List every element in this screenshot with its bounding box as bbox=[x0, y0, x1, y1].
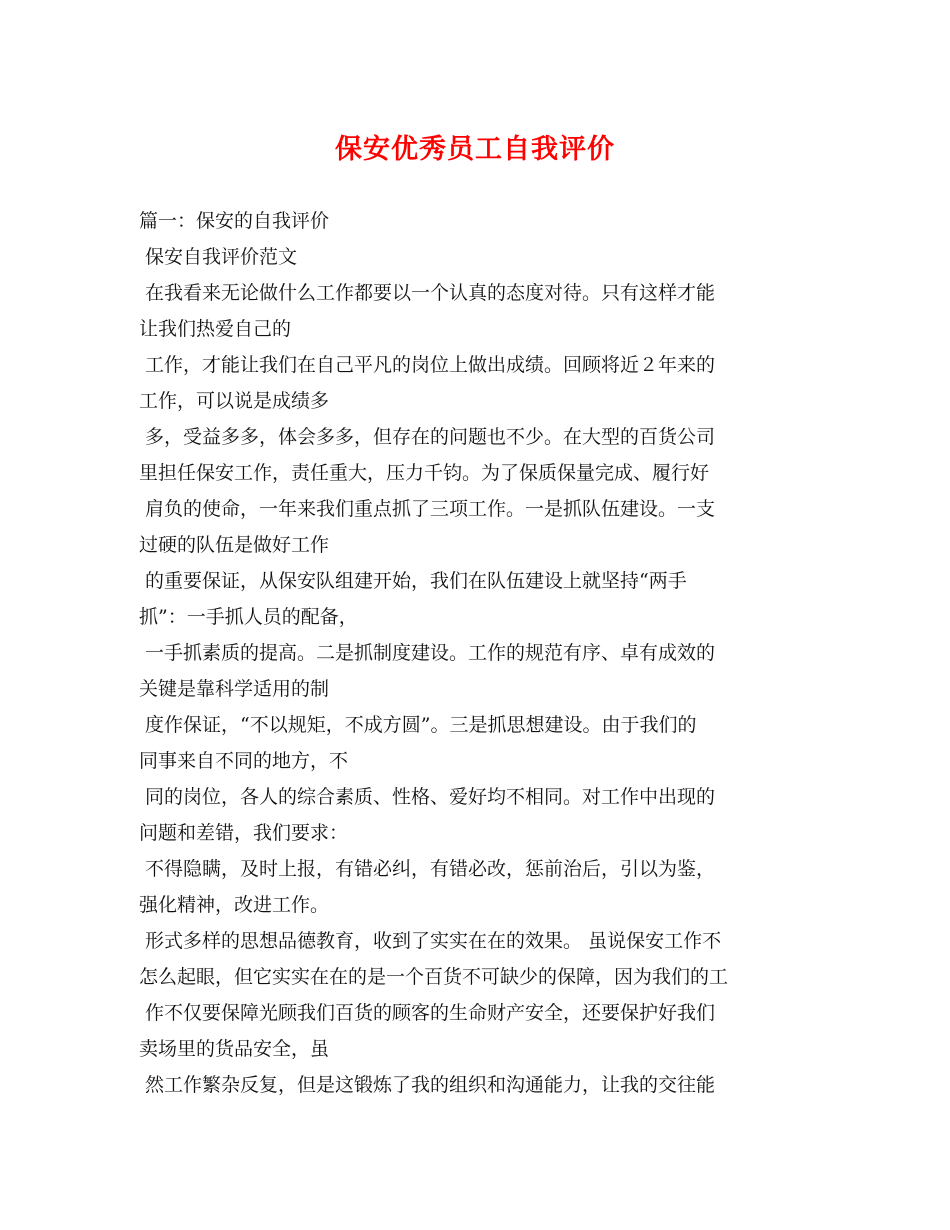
body-line: 让我们热爱自己的 bbox=[139, 318, 292, 340]
body-line: 同的岗位，各人的综合素质、性格、爱好均不相同。对工作中出现的 bbox=[139, 786, 716, 808]
body-line: 同事来自不同的地方，不 bbox=[139, 750, 349, 772]
body-line: 度作保证，“不以规矩，不成方圆”。三是抓思想建设。由于我们的 bbox=[139, 714, 697, 736]
body-line: 保安自我评价范文 bbox=[139, 246, 298, 268]
body-line: 形式多样的思想品德教育，收到了实实在在的效果。 虽说保安工作不 bbox=[139, 930, 722, 952]
body-line: 工作，可以说是成绩多 bbox=[139, 390, 330, 412]
body-line: 然工作繁杂反复，但是这锻炼了我的组织和沟通能力，让我的交往能 bbox=[139, 1074, 716, 1096]
body-line: 怎么起眼，但它实实在在的是一个百货不可缺少的保障，因为我们的工 bbox=[139, 966, 729, 988]
body-line: 里担任保安工作，责任重大，压力千钧。为了保质保量完成、履行好 bbox=[139, 462, 710, 484]
body-line: 过硬的队伍是做好工作 bbox=[139, 534, 330, 556]
document-body bbox=[139, 203, 815, 1103]
body-line: 篇一：保安的自我评价 bbox=[139, 210, 330, 232]
body-line: 抓”：一手抓人员的配备， bbox=[139, 606, 358, 628]
body-line: 卖场里的货品安全，虽 bbox=[139, 1038, 330, 1060]
body-line: 在我看来无论做什么工作都要以一个认真的态度对待。只有这样才能 bbox=[139, 282, 716, 304]
body-line: 一手抓素质的提高。二是抓制度建设。工作的规范有序、卓有成效的 bbox=[139, 642, 716, 664]
body-line: 的重要保证，从保安队组建开始，我们在队伍建设上就坚持“两手 bbox=[139, 570, 687, 592]
document-title: 保安优秀员工自我评价 bbox=[335, 134, 615, 165]
body-line: 强化精神，改进工作。 bbox=[139, 894, 330, 916]
body-line: 作不仅要保障光顾我们百货的顾客的生命财产安全，还要保护好我们 bbox=[139, 1002, 716, 1024]
body-line: 肩负的使命，一年来我们重点抓了三项工作。一是抓队伍建设。一支 bbox=[139, 498, 716, 520]
body-line: 问题和差错，我们要求： bbox=[139, 822, 349, 844]
body-line: 不得隐瞒，及时上报，有错必纠，有错必改，惩前治后，引以为鉴， bbox=[139, 858, 716, 880]
body-line: 多，受益多多，体会多多，但存在的问题也不少。在大型的百货公司 bbox=[139, 426, 716, 448]
body-line: 关键是靠科学适用的制 bbox=[139, 678, 330, 700]
body-line: 工作，才能让我们在自己平凡的岗位上做出成绩。回顾将近２年来的 bbox=[139, 354, 716, 376]
